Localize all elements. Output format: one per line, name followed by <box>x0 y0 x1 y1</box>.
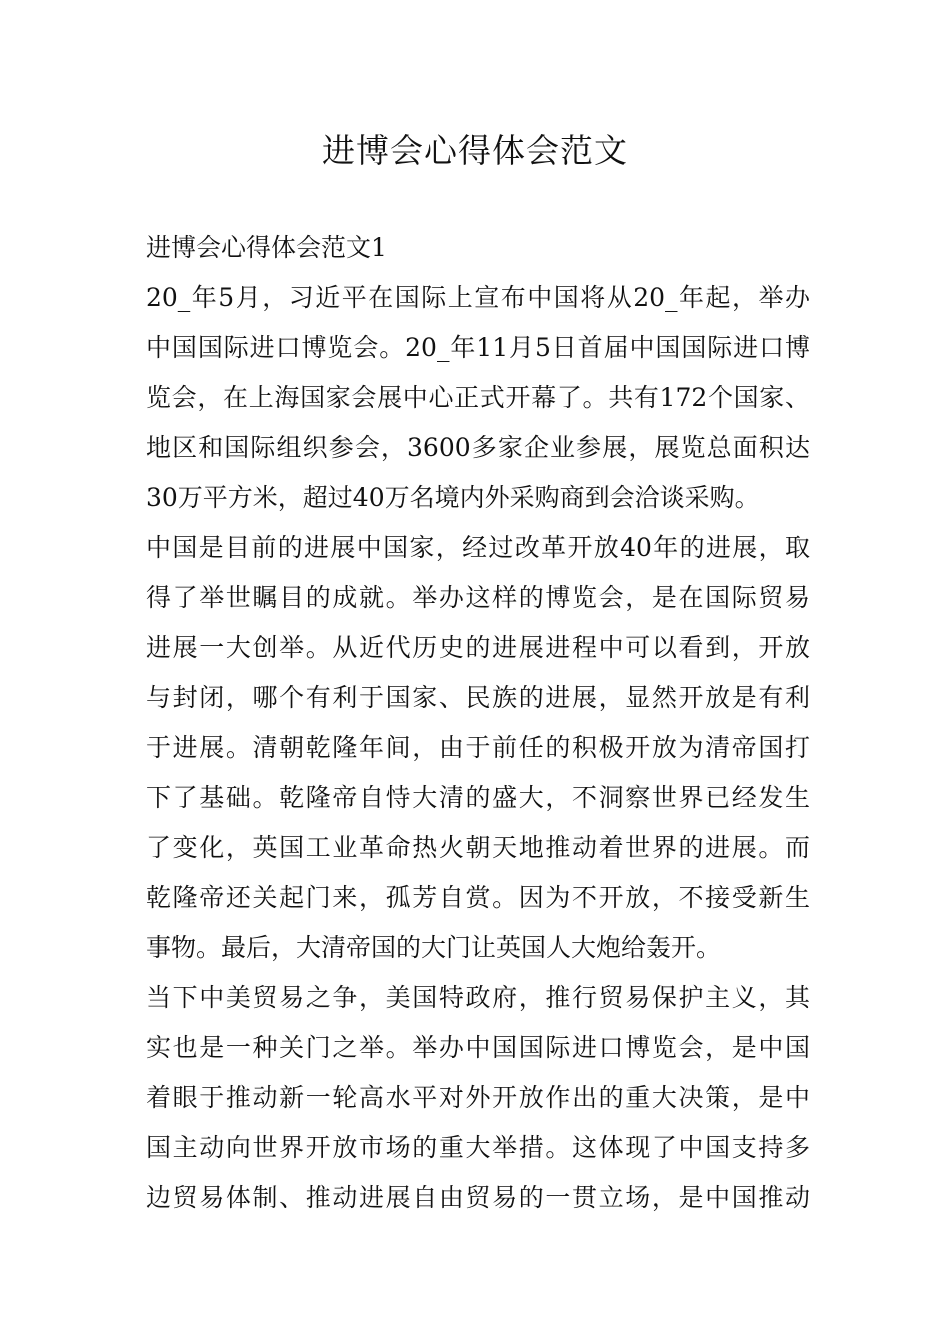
paragraph-line: 着眼于推动新一轮高水平对外开放作出的重大决策，是中 <box>146 1083 810 1112</box>
paragraph-line: 20_年5月，习近平在国际上宣布中国将从20_年起，举办 <box>146 283 810 312</box>
paragraph-line: 中国是目前的进展中国家，经过改革开放40年的进展，取 <box>146 533 810 562</box>
paragraph-line: 国主动向世界开放市场的重大举措。这体现了中国支持多 <box>146 1133 810 1162</box>
paragraph-line: 进展一大创举。从近代历史的进展进程中可以看到，开放 <box>146 633 810 662</box>
document-title: 进博会心得体会范文 <box>322 131 628 170</box>
paragraph-line: 乾隆帝还关起门来，孤芳自赏。因为不开放，不接受新生 <box>146 883 810 912</box>
section-heading: 进博会心得体会范文1 <box>146 233 387 262</box>
paragraph-line: 与封闭，哪个有利于国家、民族的进展，显然开放是有利 <box>146 683 810 712</box>
paragraph-line: 实也是一种关门之举。举办中国国际进口博览会，是中国 <box>146 1033 810 1062</box>
paragraph-line: 于进展。清朝乾隆年间，由于前任的积极开放为清帝国打 <box>146 733 810 762</box>
paragraph-line: 边贸易体制、推动进展自由贸易的一贯立场，是中国推动 <box>146 1183 810 1212</box>
paragraph-line: 了变化，英国工业革命热火朝天地推动着世界的进展。而 <box>146 833 810 862</box>
paragraph-line: 当下中美贸易之争，美国特政府，推行贸易保护主义，其 <box>146 983 810 1012</box>
paragraph-line: 30万平方米，超过40万名境内外采购商到会洽谈采购。 <box>146 483 760 512</box>
paragraph-line: 得了举世瞩目的成就。举办这样的博览会，是在国际贸易 <box>146 583 810 612</box>
paragraph-line: 下了基础。乾隆帝自恃大清的盛大，不洞察世界已经发生 <box>146 783 810 812</box>
paragraph-line: 地区和国际组织参会，3600多家企业参展，展览总面积达 <box>146 433 810 462</box>
paragraph-line: 事物。最后，大清帝国的大门让英国人大炮给轰开。 <box>146 933 722 962</box>
paragraph-line: 中国国际进口博览会。20_年11月5日首届中国国际进口博 <box>146 333 810 362</box>
paragraph-line: 览会，在上海国家会展中心正式开幕了。共有172个国家、 <box>146 383 810 412</box>
